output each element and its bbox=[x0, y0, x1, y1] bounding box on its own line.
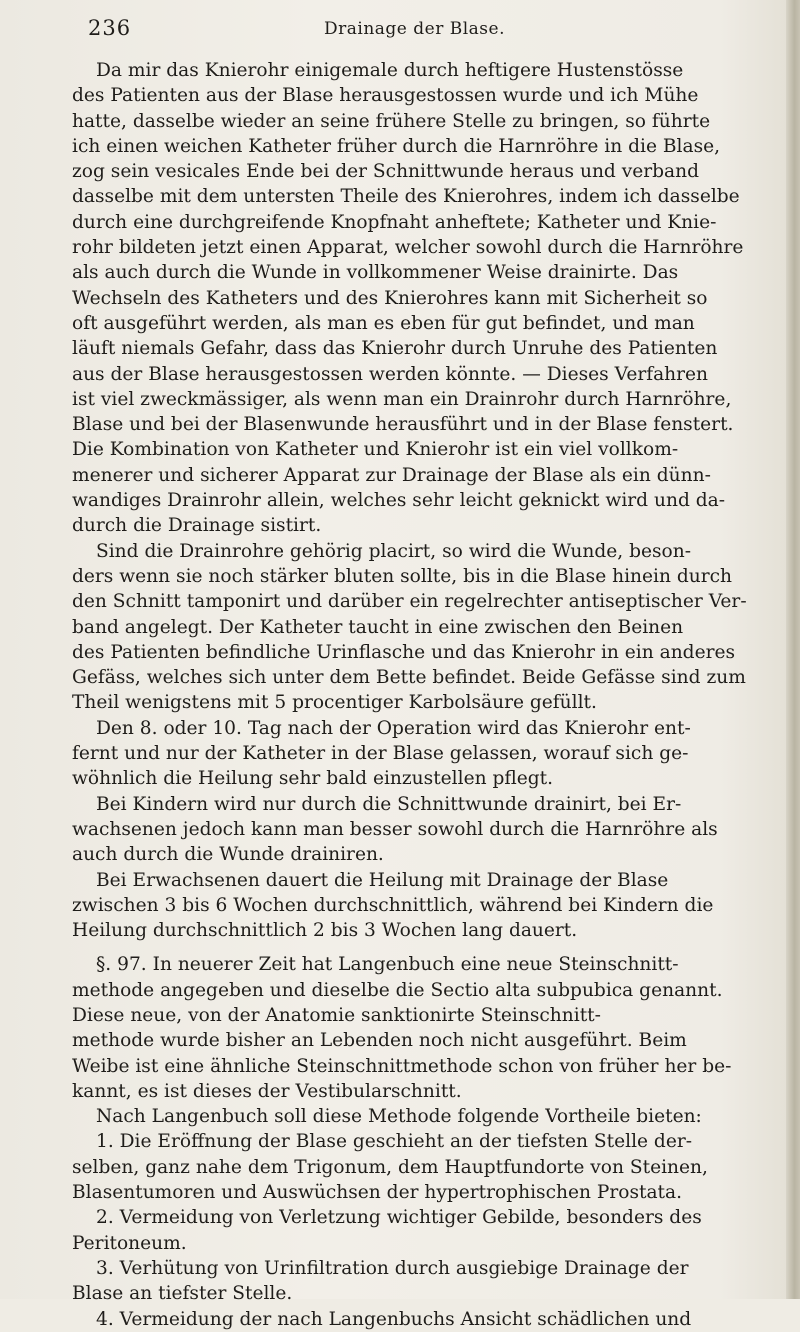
list-item-line: 2. Vermeidung von Verletzung wichtiger Gebilde, besonders des bbox=[96, 1207, 702, 1229]
text-line: des Patienten befindliche Urinflasche und das Knierohr in ein anderes bbox=[72, 641, 736, 663]
list-item-line: 4. Vermeidung der nach Langenbuchs Ansicht schädlichen und bbox=[96, 1308, 692, 1330]
text-line: läuft niemals Gefahr, dass das Knierohr durch Unruhe des Patienten bbox=[72, 338, 718, 360]
text-line: wachsenen jedoch kann man besser sowohl durch die Harnröhre als bbox=[72, 818, 718, 840]
text-line: menerer und sicherer Apparat zur Drainage der Blase als ein dünn- bbox=[72, 464, 711, 486]
text-line: zwischen 3 bis 6 Wochen durchschnittlich, während bei Kindern die bbox=[72, 894, 714, 916]
list-item-line: 3. Verhütung von Urinfiltration durch ausgiebige Drainage der bbox=[96, 1257, 689, 1279]
text-line: durch eine durchgreifende Knopfnaht anheftete; Katheter und Knie- bbox=[72, 211, 717, 233]
text-line: Wechseln des Katheters und des Knierohres kann mit Sicherheit so bbox=[72, 287, 708, 309]
body-text bbox=[72, 58, 747, 1332]
text-line: Bei Kindern wird nur durch die Schnittwunde drainirt, bei Er- bbox=[96, 793, 682, 815]
text-line: kannt, es ist dieses der Vestibularschnitt. bbox=[72, 1080, 462, 1102]
text-line: Diese neue, von der Anatomie sanktionirte Steinschnitt- bbox=[72, 1004, 601, 1026]
text-line: zog sein vesicales Ende bei der Schnittwunde heraus und verband bbox=[72, 161, 699, 183]
text-line: selben, ganz nahe dem Trigonum, dem Hauptfundorte von Steinen, bbox=[72, 1156, 708, 1178]
text-line: rohr bildeten jetzt einen Apparat, welcher sowohl durch die Harnröhre bbox=[72, 237, 744, 259]
text-line: wandiges Drainrohr allein, welches sehr leicht geknickt wird und da- bbox=[72, 490, 726, 512]
text-line: aus der Blase herausgestossen werden könnte. — Dieses Verfahren bbox=[72, 363, 709, 385]
text-line: durch die Drainage sistirt. bbox=[72, 515, 322, 537]
section-heading-line: §. 97. In neuerer Zeit hat Langenbuch eine neue Steinschnitt- bbox=[96, 954, 679, 976]
text-line: Gefäss, welches sich unter dem Bette befindet. Beide Gefässe sind zum bbox=[72, 667, 746, 689]
text-line: Blase an tiefster Stelle. bbox=[72, 1283, 293, 1305]
text-line: fernt und nur der Katheter in der Blase gelassen, worauf sich ge- bbox=[72, 743, 689, 765]
text-line: Sind die Drainrohre gehörig placirt, so wird die Wunde, beson- bbox=[96, 540, 692, 562]
text-line: ist viel zweckmässiger, als wenn man ein Drainrohr durch Harnröhre, bbox=[72, 388, 732, 410]
text-line: hatte, dasselbe wieder an seine frühere Stelle zu bringen, so führte bbox=[72, 110, 711, 132]
text-line: methode wurde bisher an Lebenden noch nicht ausgeführt. Beim bbox=[72, 1030, 687, 1052]
text-line: den Schnitt tamponirt und darüber ein regelrechter antiseptischer Ver- bbox=[72, 591, 747, 613]
text-line: Bei Erwachsenen dauert die Heilung mit Drainage der Blase bbox=[96, 869, 669, 891]
text-line: dasselbe mit dem untersten Theile des Knierohres, indem ich dasselbe bbox=[72, 186, 740, 208]
text-line: Weibe ist eine ähnliche Steinschnittmethode schon von früher her be- bbox=[72, 1055, 732, 1077]
text-line: ders wenn sie noch stärker bluten sollte, bis in die Blase hinein durch bbox=[72, 565, 733, 587]
text-line: ich einen weichen Katheter früher durch die Harnröhre in die Blase, bbox=[72, 135, 721, 157]
running-title: Drainage der Blase. bbox=[324, 19, 505, 39]
text-line: wöhnlich die Heilung sehr bald einzustellen pflegt. bbox=[72, 768, 554, 790]
text-line: Peritoneum. bbox=[72, 1232, 187, 1254]
section-gap bbox=[72, 943, 740, 952]
text-line: Theil wenigstens mit 5 procentiger Karbolsäure gefüllt. bbox=[72, 692, 597, 714]
text-line: band angelegt. Der Katheter taucht in eine zwischen den Beinen bbox=[72, 616, 684, 638]
text-line: auch durch die Wunde drainiren. bbox=[72, 844, 384, 866]
list-item-line: 1. Die Eröffnung der Blase geschieht an der tiefsten Stelle der- bbox=[96, 1131, 693, 1153]
text-line: Blasentumoren und Auswüchsen der hypertrophischen Prostata. bbox=[72, 1182, 683, 1204]
text-line: Die Kombination von Katheter und Knierohr ist ein viel vollkom- bbox=[72, 439, 679, 461]
text-line: methode angegeben und dieselbe die Sectio alta subpubica genannt. bbox=[72, 979, 723, 1001]
text-line: Heilung durchschnittlich 2 bis 3 Wochen lang dauert. bbox=[72, 920, 578, 942]
text-line: Den 8. oder 10. Tag nach der Operation wird das Knierohr ent- bbox=[96, 717, 691, 739]
text-line: Blase und bei der Blasenwunde herausführt und in der Blase fenstert. bbox=[72, 414, 734, 436]
text-line: oft ausgeführt werden, als man es eben für gut befindet, und man bbox=[72, 312, 695, 334]
text-line: des Patienten aus der Blase herausgestossen wurde und ich Mühe bbox=[72, 85, 699, 107]
page-header bbox=[88, 16, 728, 46]
page-edge bbox=[786, 0, 800, 1299]
text-line: als auch durch die Wunde in vollkommener Weise drainirte. Das bbox=[72, 262, 679, 284]
text-line: Da mir das Knierohr einigemale durch heftigere Hustenstösse bbox=[96, 60, 684, 81]
page-number: 236 bbox=[88, 16, 132, 40]
text-line: Nach Langenbuch soll diese Methode folgende Vortheile bieten: bbox=[96, 1106, 702, 1128]
